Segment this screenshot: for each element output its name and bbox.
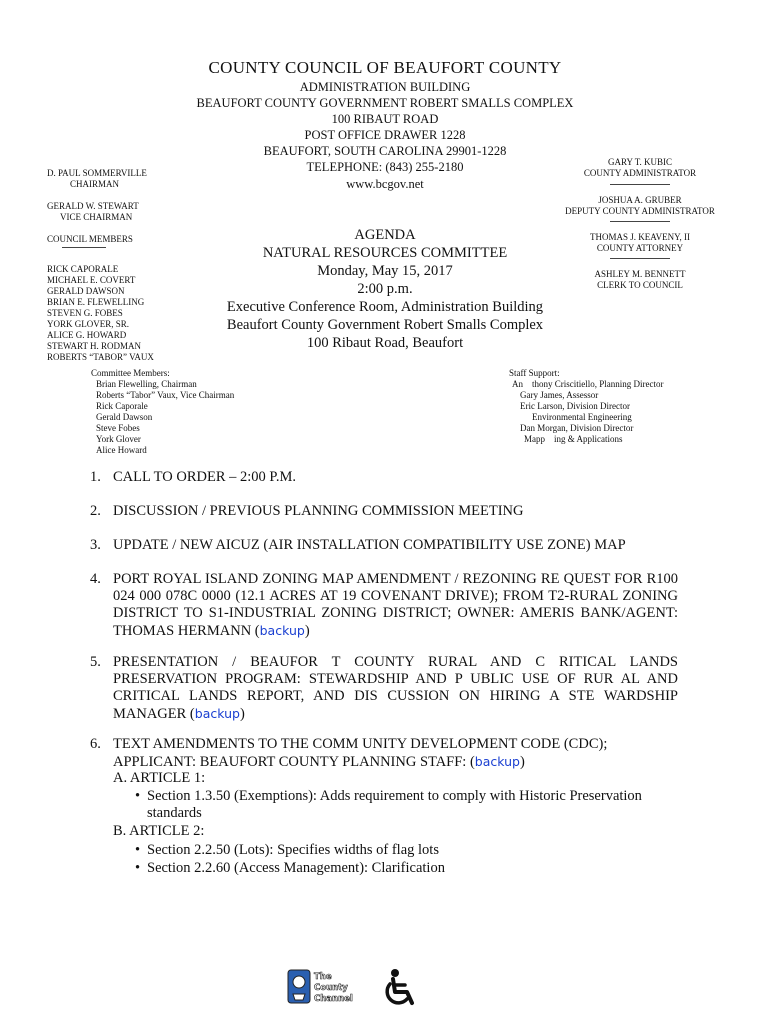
deputy-administrator-name: JOSHUA A. GRUBER [598,195,682,205]
staff-support-line: Gary James, Assessor [520,390,599,400]
staff-support-line: An thony Criscitiello, Planning Director [512,379,664,389]
item-number: 1. [90,469,101,485]
meeting-time: 2:00 p.m. [357,281,413,297]
item-text-close: ) [519,754,525,770]
header-line-city: BEAUFORT, SOUTH CAROLINA 29901-1228 [263,144,507,158]
item-text: CALL TO ORDER – 2:00 P.M. [113,469,297,485]
header-line-admin: ADMINISTRATION BUILDING [299,80,471,94]
svg-text:The: The [314,972,332,982]
meeting-address: 100 Ribaut Road, Beaufort [306,335,464,351]
committee-member: Steve Fobes [96,423,140,433]
sub-item-b: B. ARTICLE 2: [113,823,205,839]
council-member: MICHAEL E. COVERT [47,275,136,285]
item-text: DISCUSSION / PREVIOUS PLANNING COMMISSION MEETING [113,503,524,519]
committee-name: NATURAL RESOURCES COMMITTEE [262,245,508,261]
backup-link[interactable]: backup [259,623,305,638]
bullet-glyph: • [135,788,141,804]
committee-member: Brian Flewelling, Chairman [96,379,197,389]
item-text [113,654,678,723]
council-member: STEWART H. RODMAN [47,341,142,351]
administrator-name: GARY T. KUBIC [607,157,673,167]
meeting-room: Executive Conference Room, Administration Building [226,299,544,315]
committee-members-label: Committee Members: [91,368,170,378]
staff-support-line: Eric Larson, Division Director [520,401,630,411]
council-member: YORK GLOVER, SR. [47,319,130,329]
committee-member: Alice Howard [96,445,147,455]
bullet-text: Section 2.2.50 (Lots): Specifies widths of flag lots [147,842,439,858]
council-members-label: COUNCIL MEMBERS [47,234,133,244]
header-line-po-box: POST OFFICE DRAWER 1228 [304,128,466,142]
item-number: 4. [90,571,101,587]
county-attorney-title: COUNTY ATTORNEY [596,243,684,253]
staff-support-label: Staff Support: [509,368,560,378]
staff-support-line: Mapp ing & Applications [524,434,623,444]
vice-chairman-title: VICE CHAIRMAN [60,212,133,222]
item-number: 3. [90,537,101,553]
deputy-administrator-title: DEPUTY COUNTY ADMINISTRATOR [565,206,715,216]
wheelchair-accessible-icon [380,968,422,1008]
chairman-title: CHAIRMAN [70,179,120,189]
bullet-glyph: • [135,842,141,858]
council-member: ALICE G. HOWARD [47,330,127,340]
committee-member: Gerald Dawson [96,412,153,422]
header-line-complex: BEAUFORT COUNTY GOVERNMENT ROBERT SMALLS COMPLEX [196,96,574,110]
item-text-main: TEXT AMENDMENTS TO THE COMM UNITY DEVELOPMENT CODE (CDC); APPLICANT: BEAUFORT COUNTY PLANNING STAFF: ( [113,736,608,770]
county-attorney-name: THOMAS J. KEAVENY, II [590,232,690,242]
divider [610,221,670,222]
item-number: 6. [90,736,101,752]
sub-item-a: A. ARTICLE 1: [113,770,206,786]
council-title: COUNTY COUNCIL OF BEAUFORT COUNTY [208,58,562,77]
item-number: 5. [90,654,101,670]
agenda-heading: AGENDA [354,227,416,243]
county-channel-logo-graphic [287,968,353,1006]
council-member: STEVEN G. FOBES [47,308,123,318]
item-text-main: PRESENTATION / BEAUFOR T COUNTY RURAL AND C RITICAL LANDS PRESERVATION PROGRAM: STEWARDSHIP AND P UBLIC USE OF RUR AL AND CRITICAL LANDS REPORT, AND DIS CUSSION ON HIRING A STE WARDSHIP MANAGER ( [113,654,678,722]
header-website-link[interactable]: www.bcgov.net [346,177,424,191]
svg-text:County: County [314,983,348,993]
svg-text:Channel: Channel [314,994,353,1004]
committee-member: Roberts “Tabor” Vaux, Vice Chairman [96,390,235,400]
administrator-title: COUNTY ADMINISTRATOR [583,168,697,178]
bullet-text: Section 1.3.50 (Exemptions): Adds requirement to comply with Historic Preservation standards [147,788,642,821]
chairman-name: D. PAUL SOMMERVILLE [47,168,147,178]
backup-link[interactable]: backup [194,706,240,721]
item-text-close: ) [304,623,310,639]
council-member: GERALD DAWSON [47,286,125,296]
item-text-main: PORT ROYAL ISLAND ZONING MAP AMENDMENT / REZONING RE QUEST FOR R100 024 000 078C 0000 (12.1 ACRES AT 19 COVENANT DRIVE); FROM T2-RURAL ZONING DISTRICT TO S1-INDUSTRIAL ZONING DISTRICT; OWNER: AMERIS BANK/AGENT: THOMAS HERMANN ( [113,571,678,639]
committee-member: Rick Caporale [96,401,148,411]
council-member: RICK CAPORALE [47,264,119,274]
meeting-complex: Beaufort County Government Robert Smalls Complex [226,317,544,333]
council-member: BRIAN E. FLEWELLING [47,297,145,307]
divider [610,184,670,185]
item-text [113,736,678,771]
item-text-close: ) [239,706,245,722]
council-member: ROBERTS “TABOR” VAUX [47,352,154,362]
header-line-phone: TELEPHONE: (843) 255-2180 [306,160,464,174]
committee-member: York Glover [96,434,141,444]
wheelchair-icon-graphic [380,968,422,1008]
item-text [113,571,678,640]
staff-support-line: Dan Morgan, Division Director [520,423,634,433]
bullet-glyph: • [135,860,141,876]
bullet-text: Section 2.2.60 (Access Management): Clarification [147,860,445,876]
item-text: UPDATE / NEW AICUZ (AIR INSTALLATION COMPATIBILITY USE ZONE) MAP [113,537,626,553]
header-line-road: 100 RIBAUT ROAD [331,112,439,126]
item-number: 2. [90,503,101,519]
clerk-title: CLERK TO COUNCIL [597,280,683,290]
vice-chairman-name: GERALD W. STEWART [47,201,139,211]
meeting-date: Monday, May 15, 2017 [317,263,453,279]
county-channel-logo [287,968,353,1006]
clerk-name: ASHLEY M. BENNETT [594,269,686,279]
staff-support-line: Environmental Engineering [532,412,632,422]
backup-link[interactable]: backup [474,754,520,769]
